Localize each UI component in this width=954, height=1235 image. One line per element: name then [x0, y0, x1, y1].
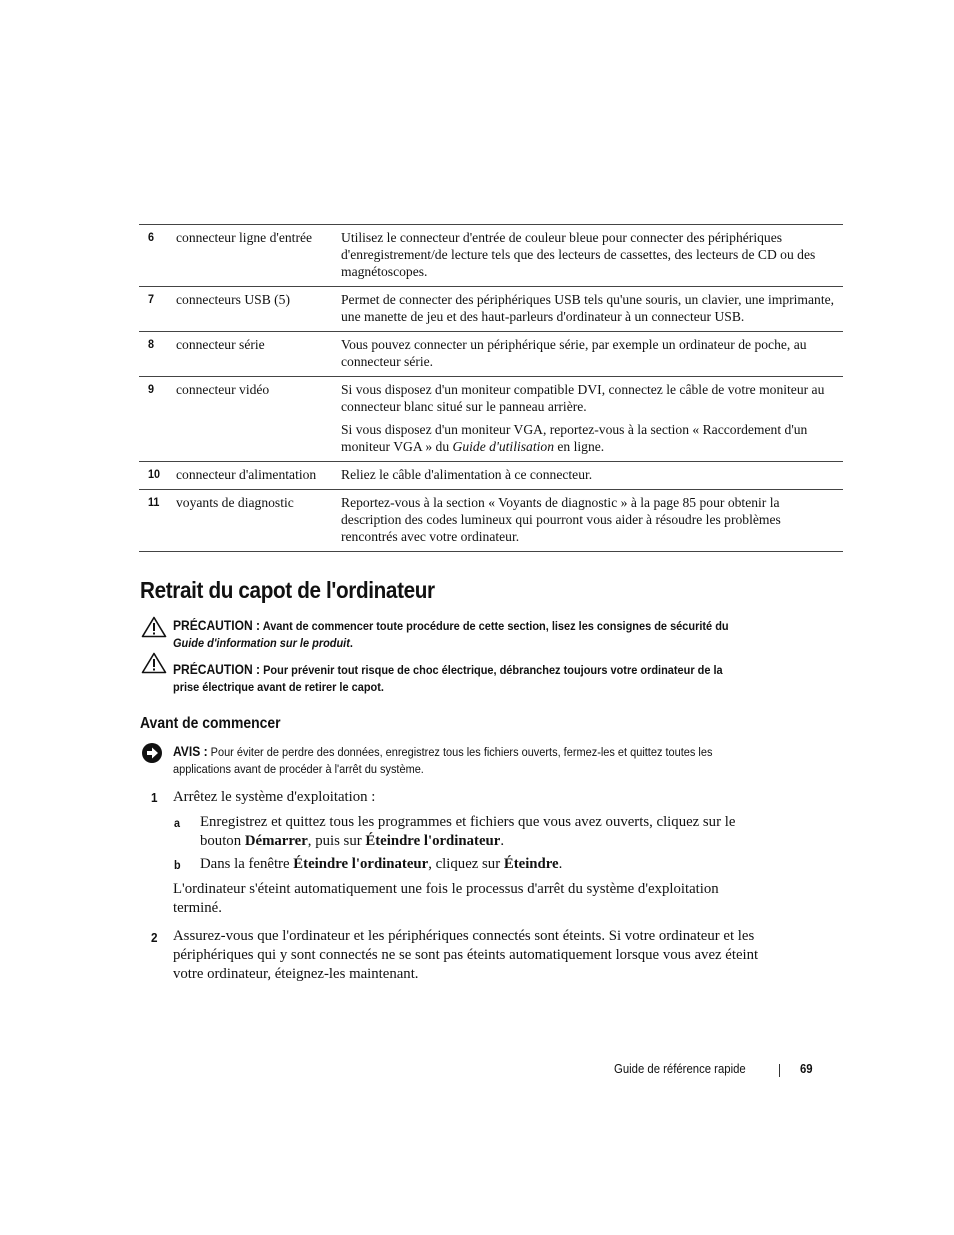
connector-name: connecteur d'alimentation [176, 462, 341, 490]
table-row [139, 332, 843, 377]
shutdown-option-label: Éteindre [503, 856, 559, 872]
footer-guide-title: Guide de référence rapide [614, 1062, 746, 1076]
caution-text: PRÉCAUTION : Avant de commencer toute procédure de cette section, lisez les consignes de sécurité du Guide d'information sur le produit. [173, 618, 729, 650]
page-number: 69 [800, 1062, 813, 1076]
vga-note: Si vous disposez d'un moniteur VGA, reportez-vous à la section « Raccordement d'un moniteur VGA » du Guide d'utilisation en ligne. [341, 422, 808, 454]
substep-text: Dans la fenêtre Éteindre l'ordinateur, cliquez sur Éteindre. [200, 856, 563, 872]
notice-text: AVIS : Pour éviter de perdre des données, enregistrez tous les fichiers ouverts, fermez-les et quittez toutes les applications avant de procéder à l'arrêt du système. [173, 744, 713, 776]
connector-name: connecteur vidéo [176, 377, 341, 462]
notice-arrow-icon [141, 742, 163, 764]
row-number: 8 [139, 332, 172, 377]
substep-letter: b [174, 858, 181, 872]
row-number: 6 [139, 225, 172, 287]
step-text: Assurez-vous que l'ordinateur et les périphériques connectés sont éteints. Si votre ordinateur et les périphériques qui y sont connectés ne se sont pas éteints automatiquement lorsque vous avez éteint votre ordinateur, éteignez-les maintenant. [173, 928, 759, 982]
caution-text: PRÉCAUTION : Pour prévenir tout risque de choc électrique, débranchez toujours votre ordinateur de la prise électrique avant de retirer le capot. [173, 662, 723, 694]
connector-description: Si vous disposez d'un moniteur compatible DVI, connectez le câble de votre moniteur au connecteur blanc situé sur le panneau arrière. Si vous disposez d'un moniteur VGA, reportez-vous à la section « Raccordement d'un moniteur VGA » du Guide d'utilisation en ligne. [341, 377, 843, 462]
row-number: 11 [139, 490, 172, 552]
connector-description: Permet de connecter des périphériques USB tels qu'une souris, un clavier, une imprimante, une manette de jeu et des haut-parleurs d'ordinateur à un connecteur USB. [341, 287, 843, 332]
table-row [139, 287, 843, 332]
table-row [139, 490, 843, 552]
row-number: 7 [139, 287, 172, 332]
connector-table [139, 224, 843, 552]
start-button-label: Démarrer [244, 833, 308, 849]
connector-description: Reportez-vous à la section « Voyants de diagnostic » à la page 85 pour obtenir la description des codes lumineux qui pourront vous aider à résoudre les problèmes rencontrés avec votre ordinateur. [341, 490, 843, 552]
connector-name: voyants de diagnostic [176, 490, 341, 552]
table-row [139, 462, 843, 490]
step-text: Arrêtez le système d'exploitation : [173, 789, 376, 805]
step-number: 2 [151, 930, 158, 945]
row-number: 10 [139, 462, 172, 490]
step-number: 1 [151, 790, 158, 805]
connector-name: connecteur série [176, 332, 341, 377]
footer-divider [779, 1064, 780, 1077]
section-title: Retrait du capot de l'ordinateur [140, 577, 435, 603]
notice-label: AVIS : [173, 744, 208, 759]
substep-letter: a [174, 816, 181, 830]
shutdown-label: Éteindre l'ordinateur [365, 833, 501, 849]
table-row [139, 377, 843, 462]
subsection-title: Avant de commencer [140, 715, 281, 732]
connector-name: connecteur ligne d'entrée [176, 225, 341, 287]
row-number: 9 [139, 377, 172, 462]
product-guide-title: Guide d'information sur le produit [173, 636, 350, 650]
connector-description: Vous pouvez connecter un périphérique série, par exemple un ordinateur de poche, au connecteur série. [341, 332, 843, 377]
substep-text: Enregistrez et quittez tous les programmes et fichiers que vous avez ouverts, cliquez sur le bouton Démarrer, puis sur Éteindre l'ordinateur. [200, 814, 736, 849]
connector-description: Reliez le câble d'alimentation à ce connecteur. [341, 462, 843, 490]
step-result-text: L'ordinateur s'éteint automatiquement une fois le processus d'arrêt du système d'exploitation terminé. [173, 881, 719, 916]
connector-name: connecteurs USB (5) [176, 287, 341, 332]
caution-label: PRÉCAUTION : [173, 662, 261, 677]
warning-triangle-icon [141, 652, 167, 674]
caution-label: PRÉCAUTION : [173, 618, 261, 633]
shutdown-window-label: Éteindre l'ordinateur [293, 856, 429, 872]
connector-description: Utilisez le connecteur d'entrée de couleur bleue pour connecter des périphériques d'enregistrement/de lecture tels que des lecteurs de cassettes, des lecteurs de CD ou des magnétoscopes. [341, 225, 843, 287]
table-row [139, 225, 843, 287]
user-guide-title: Guide d'utilisation [452, 439, 554, 454]
warning-triangle-icon [141, 616, 167, 638]
